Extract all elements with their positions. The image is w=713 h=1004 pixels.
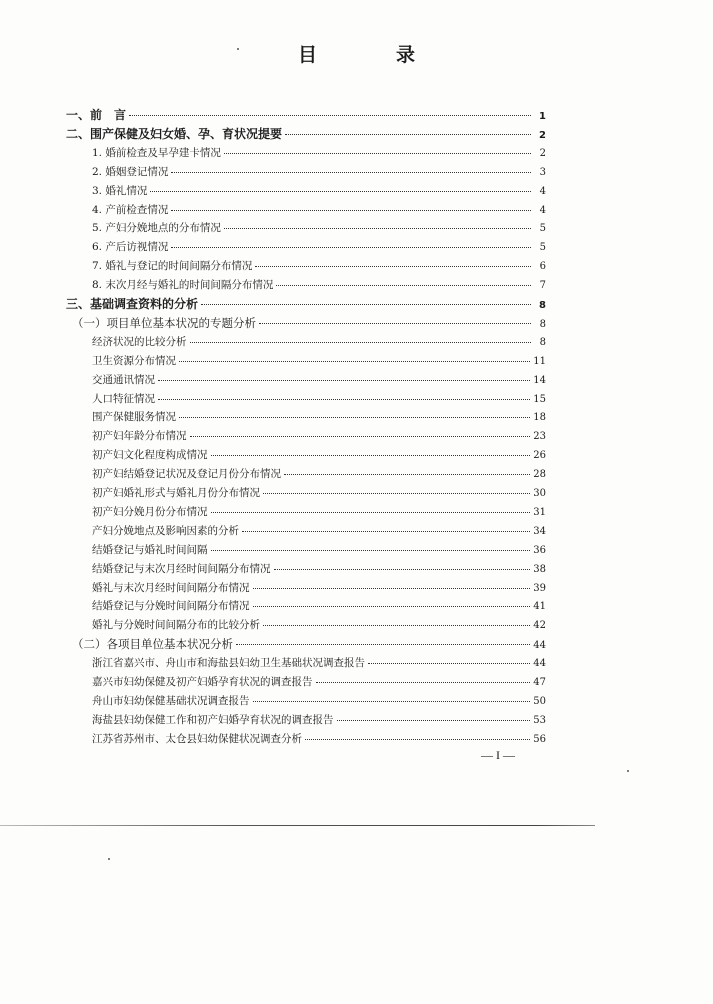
dot-leader xyxy=(158,380,530,381)
toc-entry-page: 15 xyxy=(533,393,546,405)
dot-leader xyxy=(171,172,531,173)
toc-entry-page: 31 xyxy=(533,506,546,518)
scan-speck xyxy=(237,48,239,50)
toc-entry-page: 8 xyxy=(539,300,546,311)
toc-entry-page: 36 xyxy=(533,544,546,556)
toc-entry-page: 34 xyxy=(533,525,546,537)
toc-entry[interactable] xyxy=(92,730,546,748)
toc-entry[interactable] xyxy=(92,692,546,710)
dot-leader xyxy=(305,739,530,740)
toc-entry[interactable] xyxy=(92,144,546,162)
page-title: 目 录 xyxy=(297,44,445,66)
toc-entry-label: 三、基础调查资料的分析 xyxy=(66,297,199,311)
toc-entry[interactable] xyxy=(72,635,546,653)
toc-entry[interactable] xyxy=(92,390,546,408)
toc-entry-page: 8 xyxy=(539,318,546,330)
toc-entry-page: 14 xyxy=(533,374,546,386)
toc-entry-label: 人口特征情况 xyxy=(92,392,155,405)
toc-entry-label: （一）项目单位基本状况的专题分析 xyxy=(72,315,256,330)
dot-leader xyxy=(263,625,530,626)
toc-entry-label: 1. 婚前检查及早孕建卡情况 xyxy=(92,146,221,159)
toc-entry[interactable] xyxy=(92,503,546,521)
toc-entry-label: 初产妇分娩月份分布情况 xyxy=(92,505,208,518)
dot-leader xyxy=(171,247,531,248)
dot-leader xyxy=(253,701,531,702)
toc-entry-page: 44 xyxy=(533,640,546,652)
dot-leader xyxy=(211,512,531,513)
toc-entry-label: 6. 产后访视情况 xyxy=(92,241,169,254)
toc-entry-page: 26 xyxy=(533,450,546,462)
toc-entry-label: 二、围产保健及妇女婚、孕、育状况提要 xyxy=(66,126,283,141)
toc-entry-label: 舟山市妇幼保健基础状况调查报告 xyxy=(92,694,250,707)
toc-entry-label: 婚礼与末次月经时间间隔分布情况 xyxy=(92,581,250,594)
toc-entry-page: 2 xyxy=(539,129,546,141)
toc-entry-label: 围产保健服务情况 xyxy=(92,411,176,424)
toc-entry-page: 53 xyxy=(533,714,546,726)
toc-entry[interactable] xyxy=(92,371,546,389)
toc-entry-page: 50 xyxy=(533,695,546,707)
toc-entry-label: 婚礼与分娩时间间隔分布的比较分析 xyxy=(92,619,260,632)
toc-entry[interactable] xyxy=(92,522,546,540)
toc-entry-page: 5 xyxy=(539,242,546,254)
toc-entry-page: 28 xyxy=(533,469,546,481)
toc-entry-label: 初产妇婚礼形式与婚礼月份分布情况 xyxy=(92,487,260,499)
toc-entry-label: 海盐县妇幼保健工作和初产妇婚孕育状况的调查报告 xyxy=(92,713,334,726)
dot-leader xyxy=(242,531,530,532)
toc-entry[interactable] xyxy=(92,673,546,691)
toc-entry[interactable] xyxy=(92,201,546,219)
dot-leader xyxy=(129,115,531,116)
toc-entry-page: 42 xyxy=(533,620,546,632)
toc-entry-page: 41 xyxy=(533,601,546,613)
scan-speck xyxy=(627,770,629,772)
scan-speck xyxy=(108,858,110,860)
dot-leader xyxy=(255,266,531,267)
toc-entry-label: 经济状况的比较分析 xyxy=(92,335,187,348)
toc-entry-label: 初产妇年龄分布情况 xyxy=(92,430,187,443)
toc-entry-page: 5 xyxy=(539,223,546,235)
dot-leader xyxy=(179,361,530,362)
dot-leader xyxy=(201,304,531,305)
toc-entry-page: 11 xyxy=(533,355,546,367)
toc-entry-page: 38 xyxy=(533,563,546,575)
dot-leader xyxy=(276,285,531,286)
toc-entry[interactable] xyxy=(92,560,546,578)
toc-entry-label: 结婚登记与分娩时间间隔分布情况 xyxy=(92,600,250,613)
toc-entry-page: 39 xyxy=(533,582,546,594)
dot-leader xyxy=(224,153,531,154)
toc-entry[interactable] xyxy=(92,711,546,729)
dot-leader xyxy=(190,436,531,437)
toc-entry-page: 56 xyxy=(533,733,546,745)
dot-leader xyxy=(224,228,531,229)
toc-entry-label: 初产妇文化程度构成情况 xyxy=(92,449,208,462)
toc-entry-page: 47 xyxy=(533,677,546,688)
toc-entry[interactable] xyxy=(66,125,546,143)
toc-entry-label: 3. 婚礼情况 xyxy=(92,184,148,197)
toc-entry-label: 4. 产前检查情况 xyxy=(92,203,169,216)
dot-leader xyxy=(263,493,530,494)
toc-entry-page: 6 xyxy=(539,261,546,273)
toc-entry-page: 4 xyxy=(539,185,546,197)
bottom-rule xyxy=(0,825,595,826)
toc-entry[interactable] xyxy=(92,616,546,634)
toc-entry-page: 3 xyxy=(539,166,546,178)
toc-entry-label: 5. 产妇分娩地点的分布情况 xyxy=(92,222,221,235)
dot-leader xyxy=(316,682,531,683)
dot-leader xyxy=(368,663,530,664)
toc-entry[interactable] xyxy=(66,295,546,313)
toc-entry-page: 30 xyxy=(533,488,546,499)
dot-leader xyxy=(274,569,531,570)
dot-leader xyxy=(284,474,530,475)
toc-entry-page: 23 xyxy=(533,431,546,443)
dot-leader xyxy=(236,644,530,645)
dot-leader xyxy=(158,399,530,400)
toc-entry-label: 2. 婚姻登记情况 xyxy=(92,165,169,178)
toc-entry-page: 18 xyxy=(533,412,546,424)
toc-entry[interactable] xyxy=(92,163,546,181)
toc-entry-label: 产妇分娩地点及影响因素的分析 xyxy=(92,524,239,537)
toc-entry[interactable] xyxy=(92,484,546,502)
toc-entry[interactable] xyxy=(92,427,546,445)
toc-entry-label: 卫生资源分布情况 xyxy=(92,354,176,367)
toc-entry-page: 4 xyxy=(539,204,546,216)
dot-leader xyxy=(211,550,531,551)
toc-entry[interactable] xyxy=(92,597,546,615)
toc-entry[interactable] xyxy=(92,352,546,370)
toc-entry-label: （二）各项目单位基本状况分析 xyxy=(72,637,233,652)
toc-entry-page: 1 xyxy=(539,111,546,122)
dot-leader xyxy=(337,720,531,721)
toc-entry[interactable] xyxy=(92,541,546,559)
toc-entry-label: 交通通讯情况 xyxy=(92,373,155,386)
toc-entry-label: 8. 末次月经与婚礼的时间间隔分布情况 xyxy=(92,279,274,292)
toc-entry-page: 8 xyxy=(539,336,546,348)
dot-leader xyxy=(253,606,531,607)
toc-entry-label: 结婚登记与末次月经时间间隔分布情况 xyxy=(92,562,271,575)
toc-entry[interactable] xyxy=(66,106,546,124)
toc-entry-page: 7 xyxy=(539,280,546,292)
toc-entry[interactable] xyxy=(72,314,546,332)
toc-entry-label: 初产妇结婚登记状况及登记月份分布情况 xyxy=(92,468,281,481)
toc-entry-label: 嘉兴市妇幼保健及初产妇婚孕育状况的调查报告 xyxy=(92,676,313,688)
toc-entry-label: 江苏省苏州市、太仓县妇幼保健状况调查分析 xyxy=(92,732,302,745)
toc-entry[interactable] xyxy=(92,579,546,597)
toc-entry[interactable] xyxy=(92,465,546,483)
dot-leader xyxy=(179,417,530,418)
dot-leader xyxy=(253,588,531,589)
toc-entry[interactable] xyxy=(92,276,546,294)
toc-entry[interactable] xyxy=(92,333,546,351)
toc-entry-label: 一、前 言 xyxy=(66,108,127,122)
page-number: — I — xyxy=(481,748,515,762)
toc-entry-label: 7. 婚礼与登记的时间间隔分布情况 xyxy=(92,260,253,273)
dot-leader xyxy=(190,342,532,343)
toc-entry[interactable] xyxy=(92,182,546,200)
dot-leader xyxy=(150,191,531,192)
dot-leader xyxy=(259,323,531,324)
toc-entry[interactable] xyxy=(92,408,546,426)
dot-leader xyxy=(285,134,531,135)
toc-entry[interactable] xyxy=(92,257,546,275)
dot-leader xyxy=(171,210,531,211)
toc-entry[interactable] xyxy=(92,446,546,464)
toc-entry-page: 44 xyxy=(533,658,546,670)
toc-entry[interactable] xyxy=(92,654,546,672)
toc-entry-label: 浙江省嘉兴市、舟山市和海盐县妇幼卫生基础状况调查报告 xyxy=(92,657,365,670)
toc-entry[interactable] xyxy=(92,238,546,256)
toc-entry-page: 2 xyxy=(539,147,546,159)
toc-entry[interactable] xyxy=(92,219,546,237)
toc-entry-label: 结婚登记与婚礼时间间隔 xyxy=(92,543,208,556)
dot-leader xyxy=(211,455,531,456)
